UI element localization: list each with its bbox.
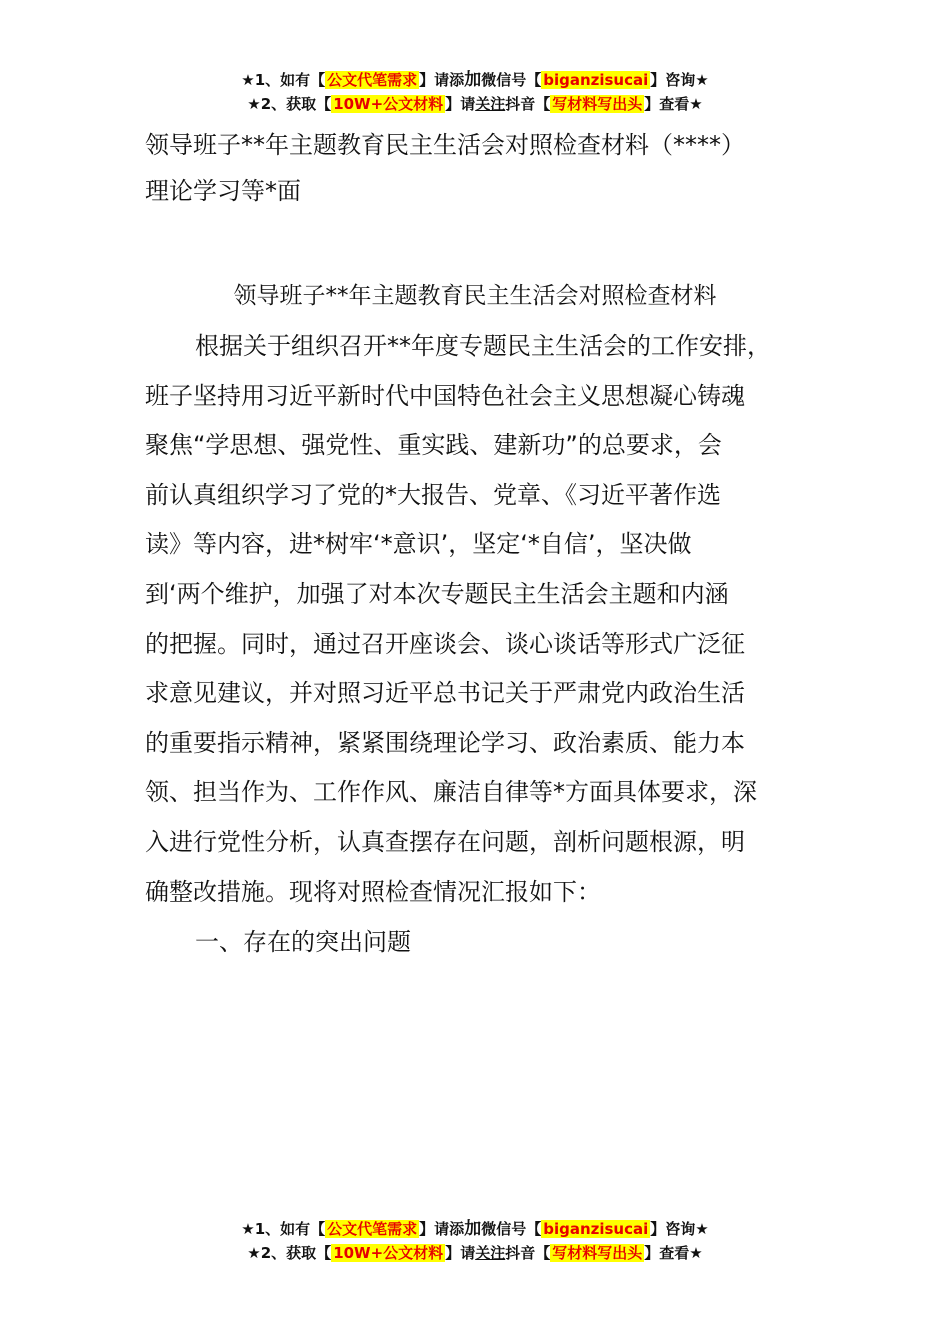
banner-text: 关注 [475, 1244, 506, 1262]
paragraph-line: 确整改措施。现将对照检查情况汇报如下： [145, 877, 601, 906]
highlight-service: 公文代笔需求 [327, 1220, 418, 1238]
banner-text: 】查看★ [644, 1244, 703, 1262]
banner-text: 微信号【 [481, 71, 542, 89]
document-title [145, 122, 835, 214]
top-banner [0, 68, 950, 116]
banner-text: 抖音【 [505, 1244, 551, 1262]
paragraph-line: 班子坚持用习近平新时代中国特色社会主义思想凝心铸魂 [145, 381, 745, 410]
section-heading: 一、存在的突出问题 [195, 928, 411, 956]
banner-text: 】查看★ [644, 95, 703, 113]
banner-text: 】请 [445, 1244, 476, 1262]
banner-line-1 [0, 1217, 950, 1241]
paragraph-line: 的把握。同时，通过召开座谈会、谈心谈话等形式广泛征 [145, 629, 745, 658]
page-heading: 领导班子**年主题教育民主生活会对照检查材料 [233, 283, 717, 309]
paragraph-line: 求意见建议，并对照习近平总书记关于严肃党内政治生活 [145, 679, 745, 708]
banner-text: 】咨询★ [650, 1220, 709, 1238]
body-paragraph [145, 322, 835, 917]
highlight-douyin: 写材料写出头 [552, 95, 643, 113]
paragraph-line: 读》等内容，进*树牢‘*意识’，坚定‘*自信’，坚决做 [145, 530, 692, 559]
banner-text: ★1、如有【 [241, 1220, 326, 1238]
highlight-service: 公文代笔需求 [327, 71, 418, 89]
paragraph-line: 领、担当作为、工作作风、廉洁自律等*方面具体要求，深 [145, 778, 757, 807]
banner-text: 】请 [445, 95, 476, 113]
banner-text: 】咨询★ [650, 71, 709, 89]
paragraph-line: 入进行党性分析，认真查摆存在问题，剖析问题根源，明 [145, 827, 745, 856]
title-line-1: 领导班子**年主题教育民主生活会对照检查材料（****） [145, 131, 745, 159]
banner-text: 】请添 [419, 71, 465, 89]
paragraph-line: 的重要指示精神，紧紧围绕理论学习、政治素质、能力本 [145, 728, 745, 757]
banner-text: 加 [464, 70, 482, 90]
banner-text: 微信号【 [481, 1220, 542, 1238]
bottom-banner [0, 1217, 950, 1265]
banner-text: 加 [464, 1219, 482, 1239]
highlight-materials: 10W+公文材料 [333, 1244, 444, 1262]
banner-text: ★2、获取【 [247, 1244, 332, 1262]
banner-text: 关注 [475, 95, 506, 113]
banner-line-2 [0, 92, 950, 116]
paragraph-line: 根据关于组织召开**年度专题民主生活会的工作安排， [195, 332, 771, 360]
banner-text: 】请添 [419, 1220, 465, 1238]
highlight-wechat-id: biganzisucai [543, 71, 649, 89]
banner-text: ★1、如有【 [241, 71, 326, 89]
paragraph-line: 聚焦“学思想、强党性、重实践、建新功”的总要求，会 [145, 431, 722, 460]
paragraph-line: 到‘两个维护，加强了对本次专题民主生活会主题和内涵 [145, 579, 729, 608]
banner-line-2 [0, 1241, 950, 1265]
banner-text: ★2、获取【 [247, 95, 332, 113]
highlight-douyin: 写材料写出头 [552, 1244, 643, 1262]
paragraph-line: 前认真组织学习了党的*大报告、党章、《习近平著作选 [145, 480, 721, 509]
banner-text: 抖音【 [505, 95, 551, 113]
title-line-2: 理论学习等*面 [145, 177, 301, 205]
banner-line-1 [0, 68, 950, 92]
highlight-materials: 10W+公文材料 [333, 95, 444, 113]
highlight-wechat-id: biganzisucai [543, 1220, 649, 1238]
